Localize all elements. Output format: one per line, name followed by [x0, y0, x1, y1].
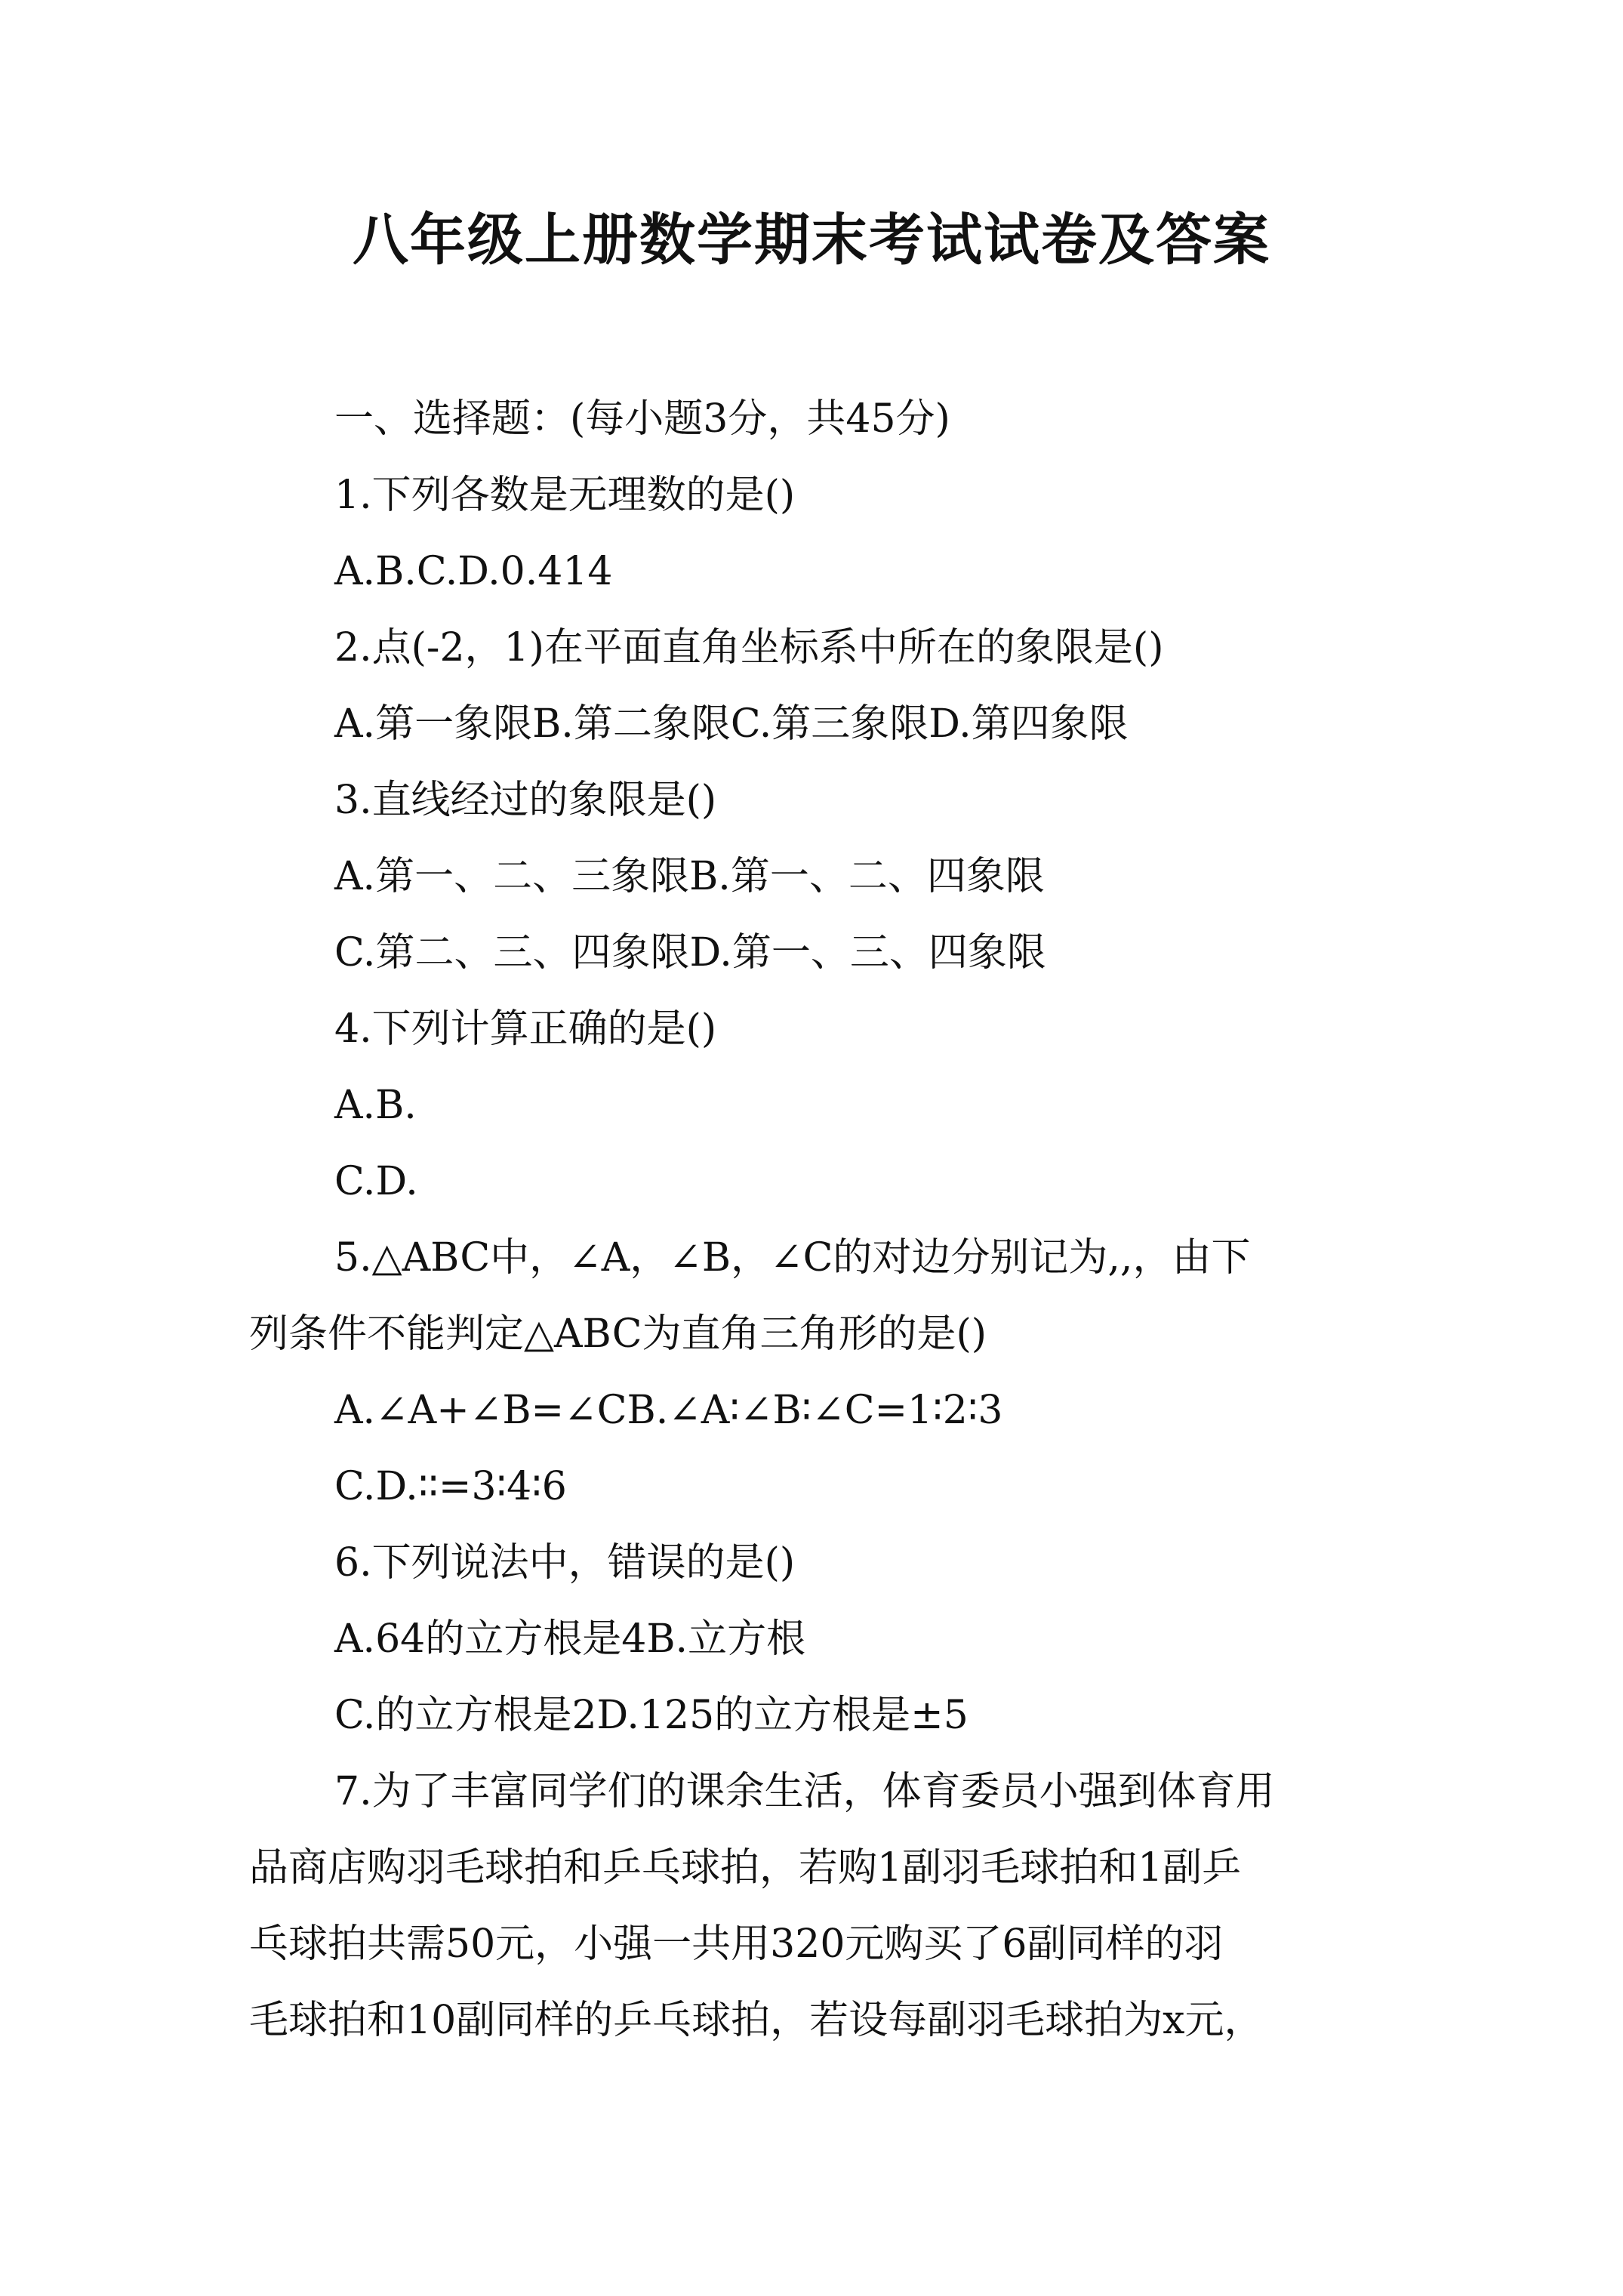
text-line: 2.点(-2，1)在平面直角坐标系中所在的象限是()	[334, 625, 1164, 670]
text-line: 乓球拍共需50元，小强一共用320元购买了6副同样的羽	[249, 1922, 1224, 1967]
text-line: C.D.	[334, 1159, 418, 1204]
text-line: 7.为了丰富同学们的课余生活，体育委员小强到体育用	[334, 1769, 1275, 1814]
text-line: 1.下列各数是无理数的是()	[334, 473, 796, 518]
text-line: A.B.C.D.0.414	[334, 549, 613, 594]
text-line: A.B.	[334, 1083, 417, 1128]
text-line: A.∠A+∠B=∠CB.∠A∶∠B∶∠C=1∶2∶3	[334, 1388, 1003, 1433]
text-line: 一、选择题：(每小题3分，共45分)	[334, 396, 950, 442]
text-line: 4.下列计算正确的是()	[334, 1006, 717, 1052]
text-line: 品商店购羽毛球拍和乒乓球拍，若购1副羽毛球拍和1副乒	[249, 1845, 1242, 1891]
text-line: A.64的立方根是4B.立方根	[334, 1616, 806, 1662]
document-title: 八年级上册数学期末考试试卷及答案	[353, 208, 1270, 273]
text-line: 毛球拍和10副同样的乒乓球拍，若设每副羽毛球拍为x元，	[249, 1998, 1264, 2043]
text-line: C.D.∶∶=3∶4∶6	[334, 1464, 567, 1509]
text-line: 6.下列说法中，错误的是()	[334, 1540, 796, 1586]
text-line: A.第一、二、三象限B.第一、二、四象限	[334, 854, 1045, 899]
text-line: 列条件不能判定△ABC为直角三角形的是()	[249, 1311, 987, 1357]
text-line: C.第二、三、四象限D.第一、三、四象限	[334, 930, 1046, 975]
text-line: 3.直线经过的象限是()	[334, 778, 717, 823]
text-line: C.的立方根是2D.125的立方根是±5	[334, 1693, 969, 1738]
text-line: 5.△ABC中，∠A，∠B，∠C的对边分别记为,,，由下	[334, 1235, 1251, 1281]
text-line: A.第一象限B.第二象限C.第三象限D.第四象限	[334, 701, 1129, 747]
document-body	[249, 381, 1389, 2059]
